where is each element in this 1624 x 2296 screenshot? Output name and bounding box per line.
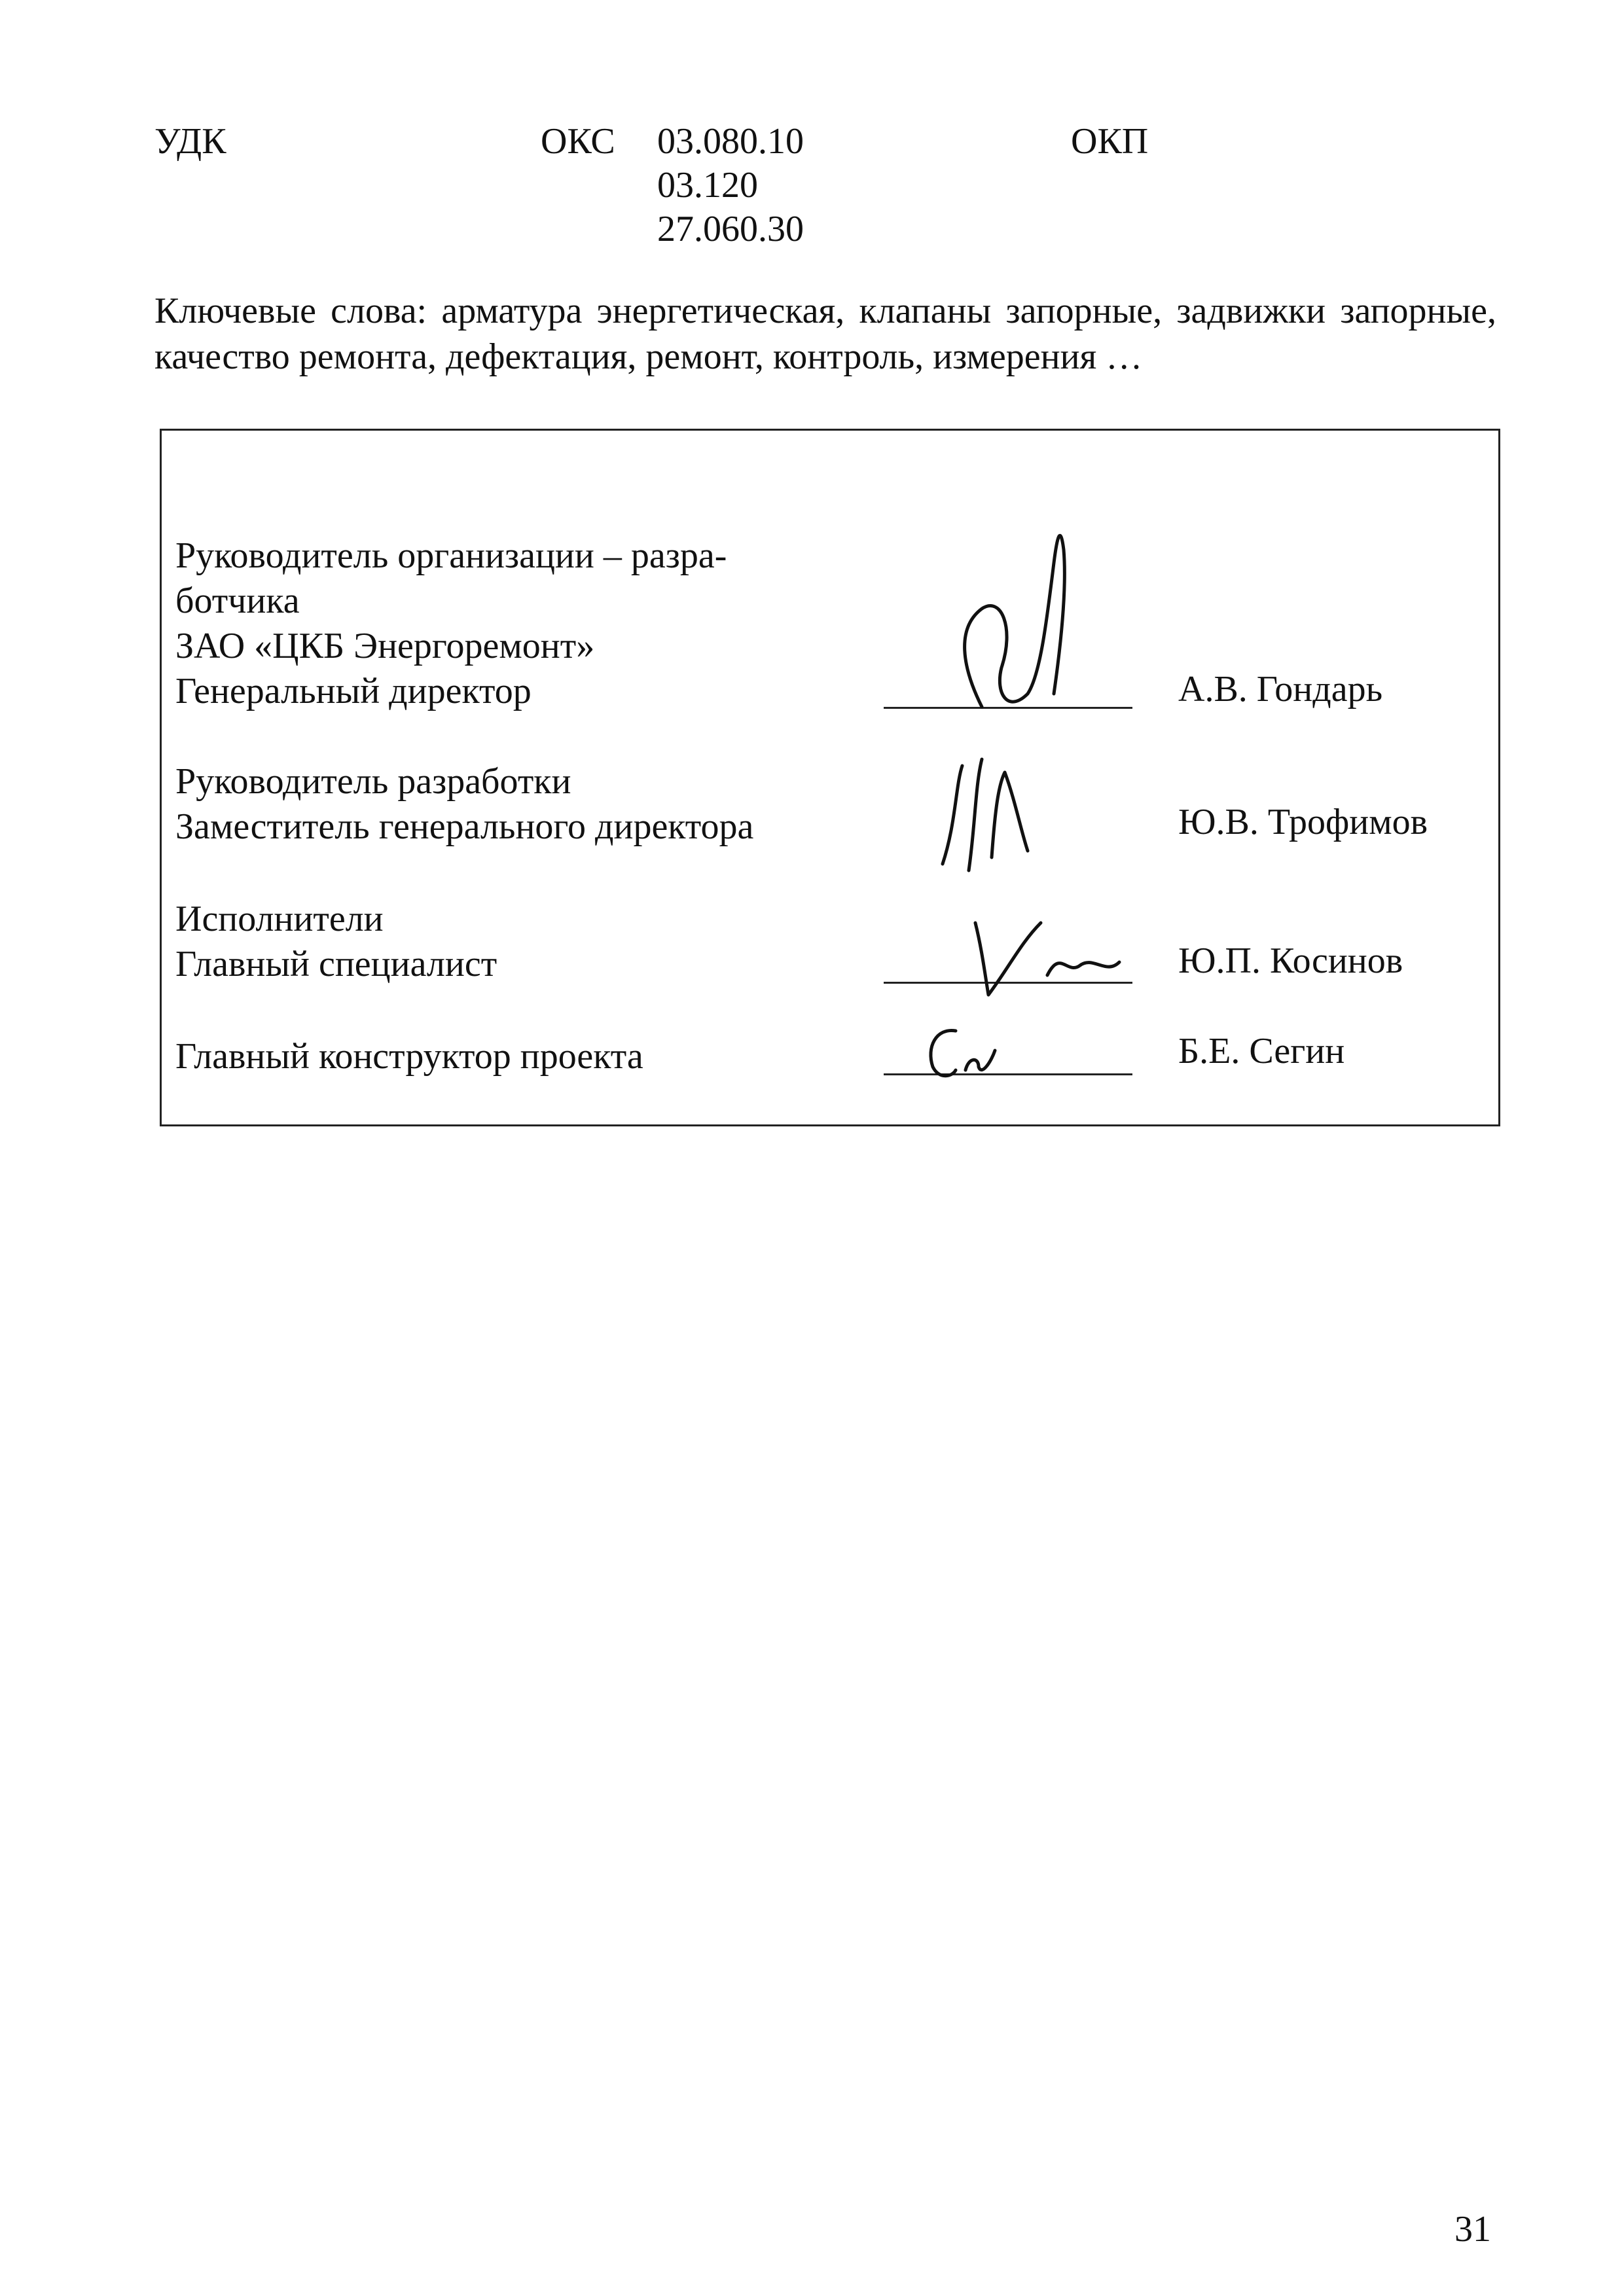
signatory-name: Ю.В. Трофимов <box>1178 802 1428 842</box>
role-line: Заместитель генерального директора <box>175 806 754 847</box>
okp-label: ОКП <box>1071 121 1149 162</box>
signatory-role <box>175 759 753 850</box>
role-line: Генеральный директор <box>175 671 532 711</box>
role-line: Руководитель организации – разра- <box>175 535 727 576</box>
role-line: ЗАО «ЦКБ Энергоремонт» <box>175 626 595 666</box>
role-line: Главный конструктор проекта <box>175 1036 643 1077</box>
page-number: 31 <box>1454 2209 1491 2250</box>
signatory-role <box>175 1034 643 1079</box>
oks-code: 03.080.10 <box>657 121 804 162</box>
role-line: ботчика <box>175 581 300 621</box>
oks-code: 03.120 <box>657 165 758 206</box>
role-line: Исполнители <box>175 899 384 939</box>
handwritten-signature <box>943 497 1139 746</box>
signatory-name: Б.Е. Сегин <box>1178 1031 1345 1071</box>
signatory-role <box>175 897 497 987</box>
oks-code: 27.060.30 <box>657 209 804 249</box>
udk-label: УДК <box>154 121 226 162</box>
signatory-name: А.В. Гондарь <box>1178 669 1383 709</box>
handwritten-signature <box>969 903 1165 1014</box>
signatory-role <box>175 533 727 714</box>
keywords-paragraph: Ключевые слова: арматура энергетическая, клапаны запорные, задвижки запорные, качество ремонта, дефектация, ремонт, контроль, измерения … <box>154 291 1496 377</box>
role-line: Руководитель разработки <box>175 761 571 802</box>
handwritten-signature <box>916 1021 1113 1086</box>
signatory-name: Ю.П. Косинов <box>1178 941 1403 981</box>
role-line: Главный специалист <box>175 944 497 984</box>
oks-label: ОКС <box>541 121 615 162</box>
